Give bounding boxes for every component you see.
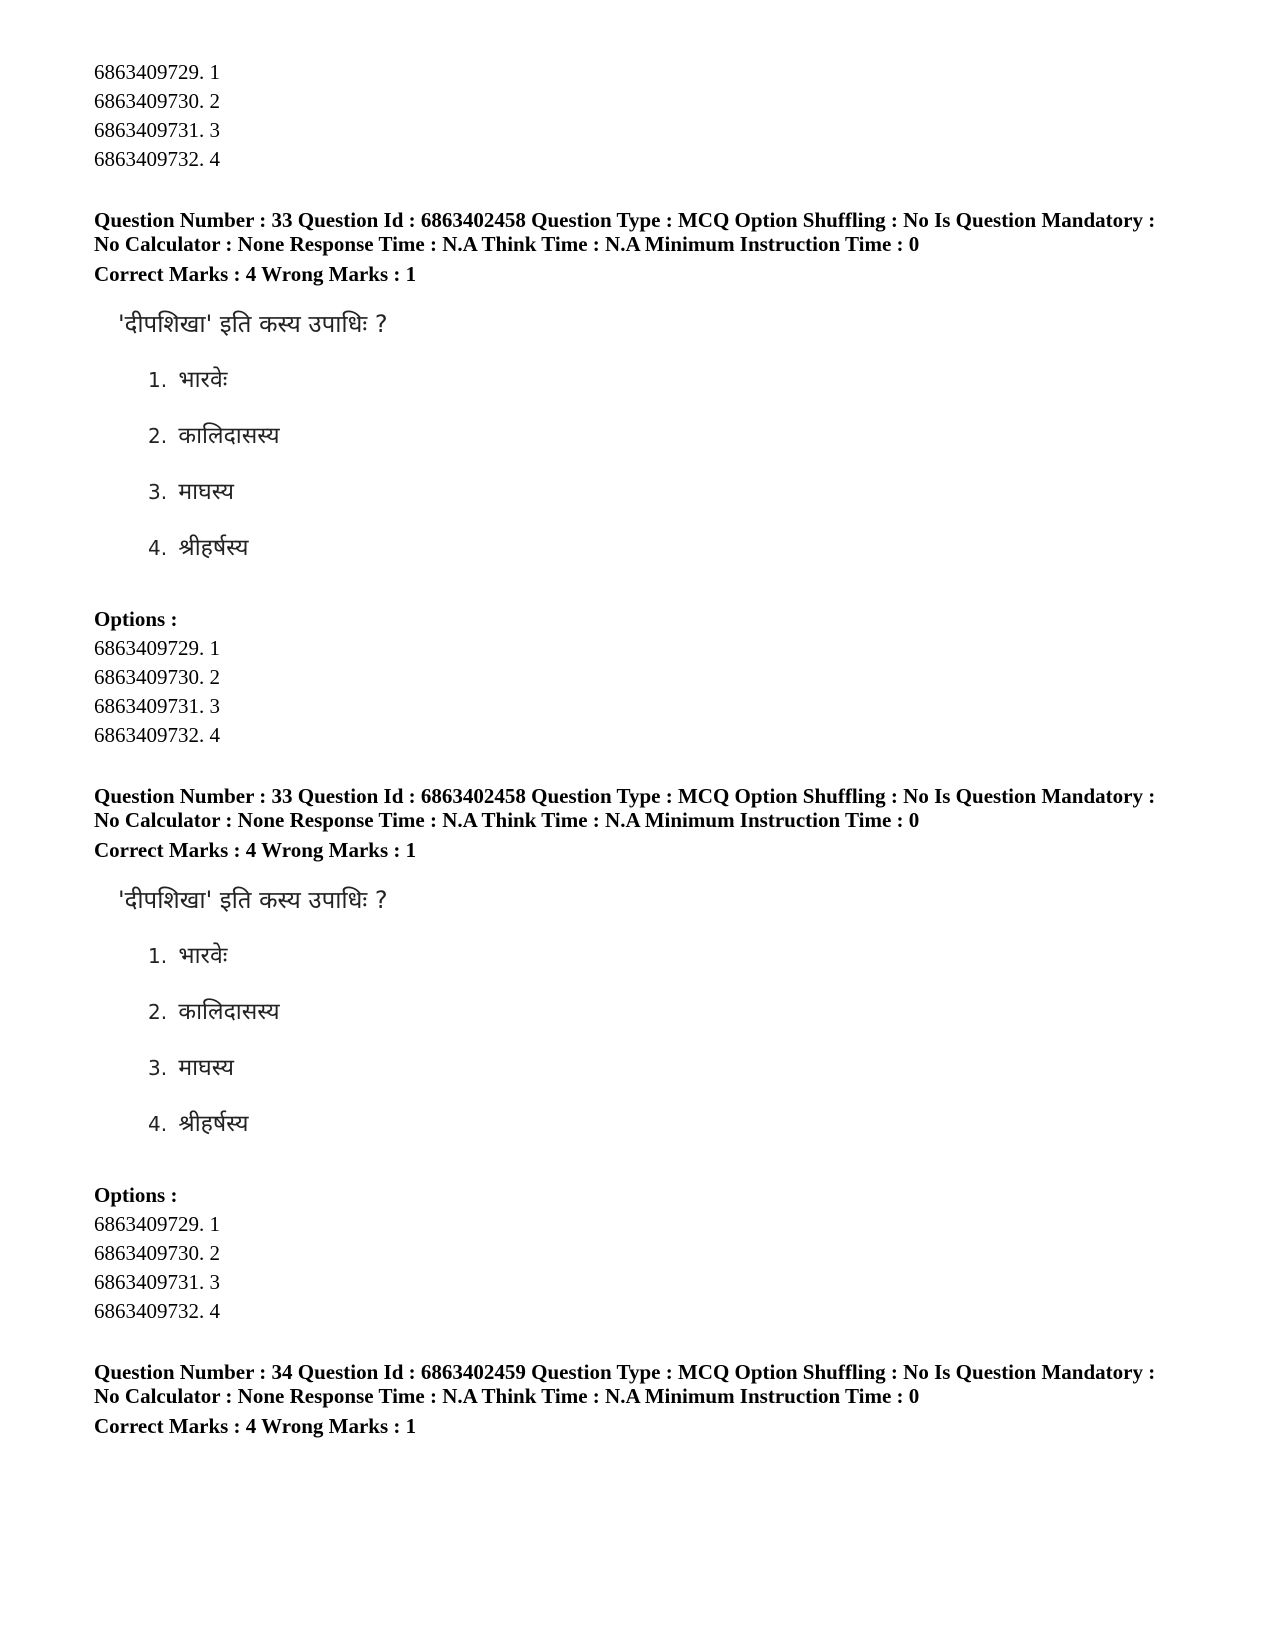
choice-number: 1. bbox=[148, 944, 168, 968]
choice-text: श्रीहर्षस्य bbox=[178, 1111, 249, 1137]
question-meta-line: Question Number : 33 Question Id : 6863402458 Question Type : MCQ Option Shuffling : No Is Question Mandatory : bbox=[94, 208, 1156, 232]
option-line: 6863409730. 2 bbox=[94, 89, 220, 113]
question-block bbox=[94, 208, 1194, 750]
question-meta-line: Question Number : 34 Question Id : 6863402459 Question Type : MCQ Option Shuffling : No Is Question Mandatory : bbox=[94, 1360, 1156, 1384]
option-line: 6863409731. 3 bbox=[94, 694, 220, 718]
choice-text: माघस्य bbox=[178, 479, 234, 505]
option-line: 6863409732. 4 bbox=[94, 1299, 220, 1323]
question-choice bbox=[148, 421, 280, 451]
question-meta-line: Question Number : 33 Question Id : 6863402458 Question Type : MCQ Option Shuffling : No Is Question Mandatory : bbox=[94, 784, 1156, 808]
question-choice bbox=[148, 477, 234, 507]
option-line: 6863409729. 1 bbox=[94, 636, 220, 660]
option-line: 6863409730. 2 bbox=[94, 665, 220, 689]
option-line: 6863409730. 2 bbox=[94, 1241, 220, 1265]
question-block bbox=[94, 1360, 1194, 1441]
top-options-list bbox=[94, 58, 1194, 174]
choice-number: 4. bbox=[148, 1112, 168, 1136]
question-content bbox=[118, 885, 1194, 1181]
choice-text: कालिदासस्य bbox=[178, 999, 280, 1025]
question-block bbox=[94, 784, 1194, 1326]
choice-number: 2. bbox=[148, 1000, 168, 1024]
question-meta-line: No Calculator : None Response Time : N.A Think Time : N.A Minimum Instruction Time : 0 bbox=[94, 1384, 920, 1408]
choice-number: 3. bbox=[148, 1056, 168, 1080]
options-label: Options : bbox=[94, 607, 178, 631]
option-line: 6863409732. 4 bbox=[94, 723, 220, 747]
question-choice bbox=[148, 997, 280, 1027]
option-line: 6863409731. 3 bbox=[94, 118, 220, 142]
choice-text: भारवेः bbox=[178, 367, 228, 393]
choice-number: 4. bbox=[148, 536, 168, 560]
question-meta-line: No Calculator : None Response Time : N.A Think Time : N.A Minimum Instruction Time : 0 bbox=[94, 808, 920, 832]
option-line: 6863409732. 4 bbox=[94, 147, 220, 171]
question-text: 'दीपशिखा' इति कस्य उपाधिः ? bbox=[118, 886, 388, 914]
question-meta-line: No Calculator : None Response Time : N.A Think Time : N.A Minimum Instruction Time : 0 bbox=[94, 232, 920, 256]
option-line: 6863409731. 3 bbox=[94, 1270, 220, 1294]
option-line: 6863409729. 1 bbox=[94, 1212, 220, 1236]
choice-text: श्रीहर्षस्य bbox=[178, 535, 249, 561]
question-marks: Correct Marks : 4 Wrong Marks : 1 bbox=[94, 838, 417, 862]
option-line: 6863409729. 1 bbox=[94, 60, 220, 84]
question-choice bbox=[148, 533, 248, 563]
choice-number: 1. bbox=[148, 368, 168, 392]
question-marks: Correct Marks : 4 Wrong Marks : 1 bbox=[94, 262, 417, 286]
question-choice bbox=[148, 1053, 234, 1083]
question-choice bbox=[148, 941, 227, 971]
question-text: 'दीपशिखा' इति कस्य उपाधिः ? bbox=[118, 310, 388, 338]
document-page bbox=[94, 58, 1194, 1441]
question-choice bbox=[148, 1109, 248, 1139]
question-choice bbox=[148, 365, 227, 395]
choice-number: 2. bbox=[148, 424, 168, 448]
question-marks: Correct Marks : 4 Wrong Marks : 1 bbox=[94, 1414, 417, 1438]
choice-text: भारवेः bbox=[178, 943, 228, 969]
question-content bbox=[118, 309, 1194, 605]
choice-text: माघस्य bbox=[178, 1055, 234, 1081]
choice-text: कालिदासस्य bbox=[178, 423, 280, 449]
choice-number: 3. bbox=[148, 480, 168, 504]
options-label: Options : bbox=[94, 1183, 178, 1207]
